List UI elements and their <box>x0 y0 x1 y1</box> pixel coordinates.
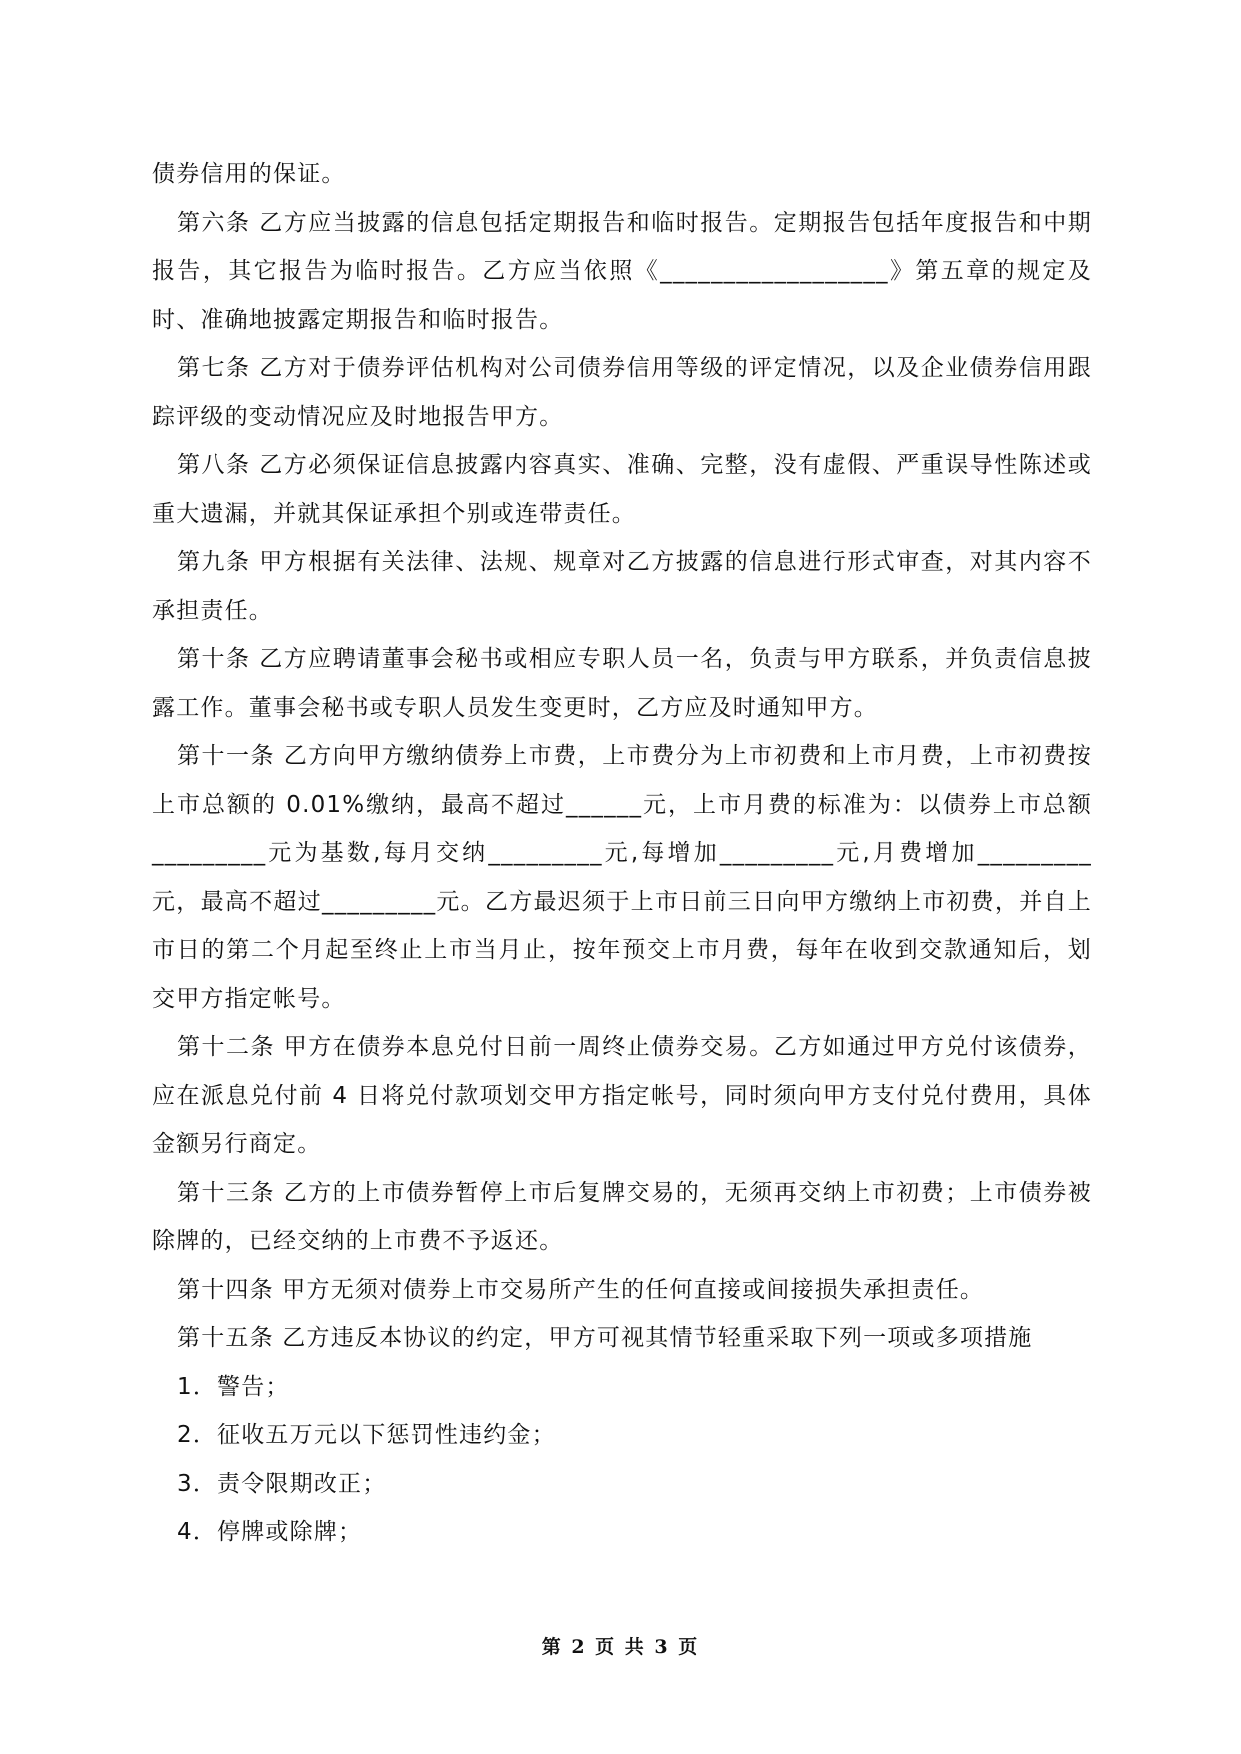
paragraph-1: 债券信用的保证。 <box>152 161 346 187</box>
article-12: 第十二条 甲方在债券本息兑付日前一周终止债券交易。乙方如通过甲方兑付该债券，应在派息兑付前 4 日将兑付款项划交甲方指定帐号，同时须向甲方支付兑付费用，具体金额另行商定。 <box>152 1034 1092 1157</box>
measure-item-4: 4．停牌或除牌； <box>177 1519 363 1545</box>
article-14: 第十四条 甲方无须对债券上市交易所产生的任何直接或间接损失承担责任。 <box>177 1276 985 1303</box>
document-body <box>152 150 1092 1557</box>
article-11: 第十一条 乙方向甲方缴纳债券上市费，上市费分为上市初费和上市月费，上市初费按上市总额的 0.01%缴纳，最高不超过______元，上市月费的标准为：以债券上市总额_________元为基数,每月交纳_________元,每增加_________元,月费增加_________元，最高不超过_________元。乙方最迟须于上市日前三日向甲方缴纳上市初费，并自上市日的第二个月起至终止上市当月止，按年预交上市月费，每年在收到交款通知后，划交甲方指定帐号。 <box>152 743 1092 1012</box>
article-9: 第九条 甲方根据有关法律、法规、规章对乙方披露的信息进行形式审查，对其内容不承担责任。 <box>152 549 1092 624</box>
measure-item-1: 1．警告； <box>177 1373 290 1400</box>
page-number-footer: 第 2 页 共 3 页 <box>541 1636 700 1658</box>
article-10: 第十条 乙方应聘请董事会秘书或相应专职人员一名，负责与甲方联系，并负责信息披露工作。董事会秘书或专职人员发生变更时，乙方应及时通知甲方。 <box>152 646 1092 721</box>
measure-item-2: 2．征收五万元以下惩罚性违约金； <box>177 1422 556 1448</box>
article-6: 第六条 乙方应当披露的信息包括定期报告和临时报告。定期报告包括年度报告和中期报告，其它报告为临时报告。乙方应当依照《__________________》第五章的规定及时、准确地披露定期报告和临时报告。 <box>152 209 1092 333</box>
article-13: 第十三条 乙方的上市债券暂停上市后复牌交易的，无须再交纳上市初费；上市债券被除牌的，已经交纳的上市费不予返还。 <box>152 1179 1092 1254</box>
measure-item-3: 3．责令限期改正； <box>177 1470 387 1497</box>
article-8: 第八条 乙方必须保证信息披露内容真实、准确、完整，没有虚假、严重误导性陈述或重大遗漏，并就其保证承担个别或连带责任。 <box>152 452 1092 527</box>
article-7: 第七条 乙方对于债券评估机构对公司债券信用等级的评定情况，以及企业债券信用跟踪评级的变动情况应及时地报告甲方。 <box>152 355 1092 430</box>
article-15: 第十五条 乙方违反本协议的约定，甲方可视其情节轻重采取下列一项或多项措施 <box>177 1325 1033 1351</box>
